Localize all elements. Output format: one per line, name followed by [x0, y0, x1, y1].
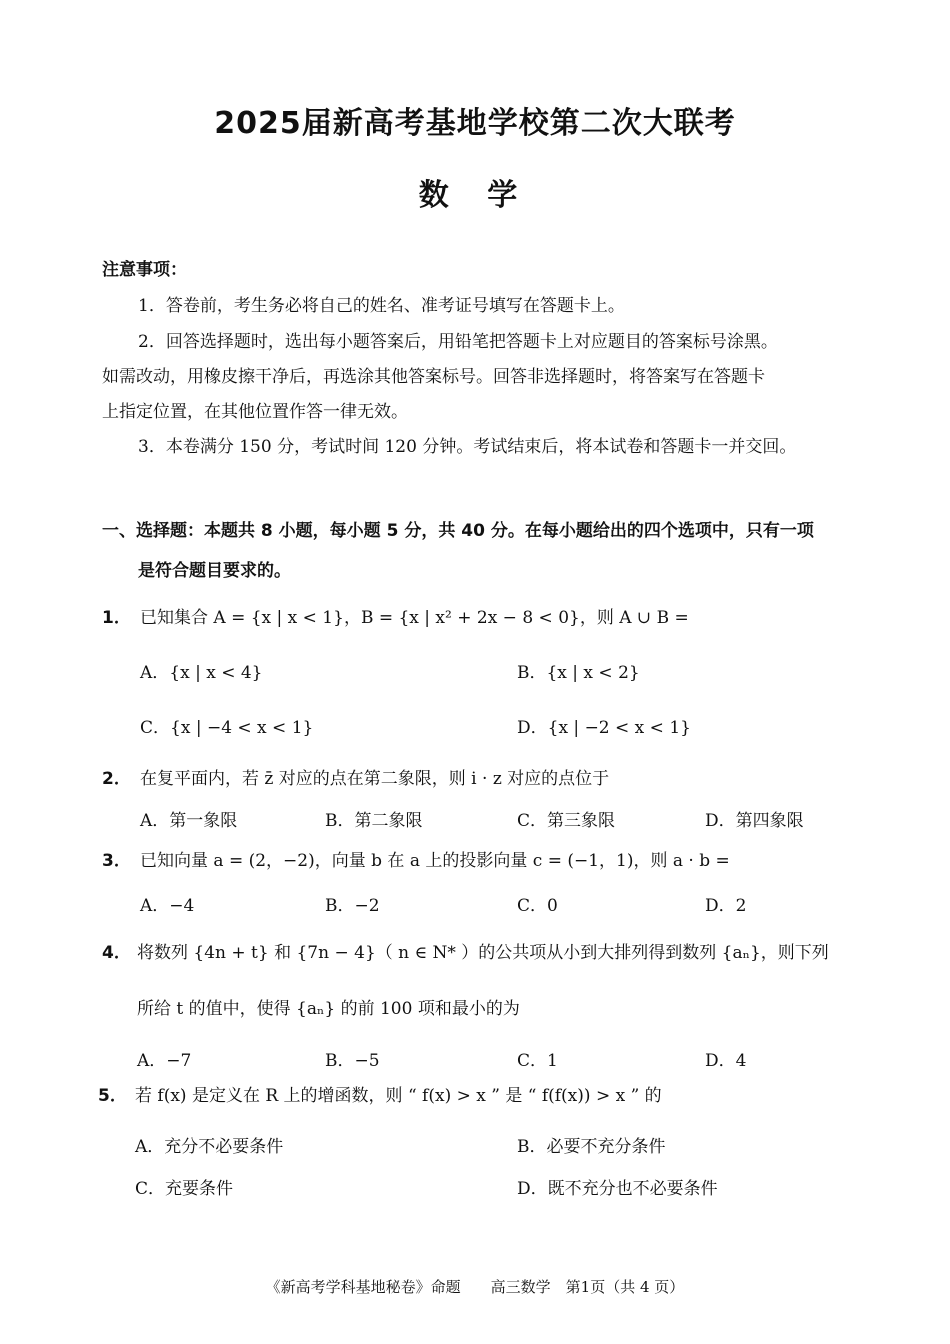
question-2-stem: 在复平面内，若 z̄ 对应的点在第二象限，则 i · z 对应的点位于: [140, 769, 610, 789]
question-2-number: 2．: [102, 769, 131, 789]
question-3-option-c: C．0: [517, 896, 558, 916]
section-1-heading-line-2: 是符合题目要求的。: [138, 561, 291, 581]
section-1-heading-line-1: 一、选择题：本题共 8 小题，每小题 5 分，共 40 分。在每小题给出的四个选项中，只有一项: [102, 521, 814, 541]
question-4-option-d: D．4: [705, 1051, 747, 1071]
question-3-option-b: B．−2: [325, 896, 380, 916]
question-1-option-a: A．{x | x < 4}: [140, 663, 263, 683]
question-1-number: 1．: [102, 608, 131, 628]
question-5-option-b: B．必要不充分条件: [517, 1137, 666, 1157]
question-3-option-d: D．2: [705, 896, 747, 916]
question-3-number: 3．: [102, 851, 131, 871]
question-3-stem: 已知向量 a = (2，−2)，向量 b 在 a 上的投影向量 c = (−1，1)，则 a · b =: [140, 851, 730, 871]
question-2-option-b: B．第二象限: [325, 811, 423, 831]
page-footer: 《新高考学科基地秘卷》命题 高三数学 第1页（共 4 页）: [265, 1278, 685, 1296]
question-5-option-a: A．充分不必要条件: [135, 1137, 284, 1157]
notice-item-1: 1．答卷前，考生务必将自己的姓名、准考证号填写在答题卡上。: [138, 296, 625, 316]
notice-item-2-line-2: 如需改动，用橡皮擦干净后，再选涂其他答案标号。回答非选择题时，将答案写在答题卡: [102, 367, 765, 387]
question-5-number: 5．: [98, 1086, 127, 1106]
question-2-option-c: C．第三象限: [517, 811, 616, 831]
question-4-option-a: A．−7: [137, 1051, 192, 1071]
question-5-option-d: D．既不充分也不必要条件: [517, 1179, 718, 1199]
exam-title: 2025届新高考基地学校第二次大联考: [214, 106, 736, 141]
question-2-option-a: A．第一象限: [140, 811, 238, 831]
question-4-option-b: B．−5: [325, 1051, 380, 1071]
question-5-option-c: C．充要条件: [135, 1179, 234, 1199]
question-1-option-b: B．{x | x < 2}: [517, 663, 640, 683]
question-1-option-c: C．{x | −4 < x < 1}: [140, 718, 314, 738]
question-3-option-a: A．−4: [140, 896, 195, 916]
question-2-option-d: D．第四象限: [705, 811, 804, 831]
question-1-stem: 已知集合 A = {x | x < 1}，B = {x | x² + 2x − 8 < 0}，则 A ∪ B =: [140, 608, 689, 628]
question-4-stem-line-1: 将数列 {4n + t} 和 {7n − 4}（ n ∈ N* ）的公共项从小到大排列得到数列 {aₙ}，则下列: [137, 943, 829, 963]
question-4-option-c: C．1: [517, 1051, 558, 1071]
question-4-number: 4．: [102, 943, 131, 963]
question-5-stem: 若 f(x) 是定义在 R 上的增函数，则 “ f(x) > x ” 是 “ f(f(x)) > x ” 的: [135, 1086, 662, 1106]
notice-item-3: 3．本卷满分 150 分，考试时间 120 分钟。考试结束后，将本试卷和答题卡一并交回。: [138, 437, 797, 457]
notice-heading: 注意事项：: [102, 260, 187, 280]
notice-item-2-line-3: 上指定位置，在其他位置作答一律无效。: [102, 402, 408, 422]
question-4-stem-line-2: 所给 t 的值中，使得 {aₙ} 的前 100 项和最小的为: [137, 999, 520, 1019]
notice-item-2-line-1: 2．回答选择题时，选出每小题答案后，用铅笔把答题卡上对应题目的答案标号涂黑。: [138, 332, 778, 352]
question-1-option-d: D．{x | −2 < x < 1}: [517, 718, 691, 738]
subject-title: 数 学: [418, 178, 532, 213]
